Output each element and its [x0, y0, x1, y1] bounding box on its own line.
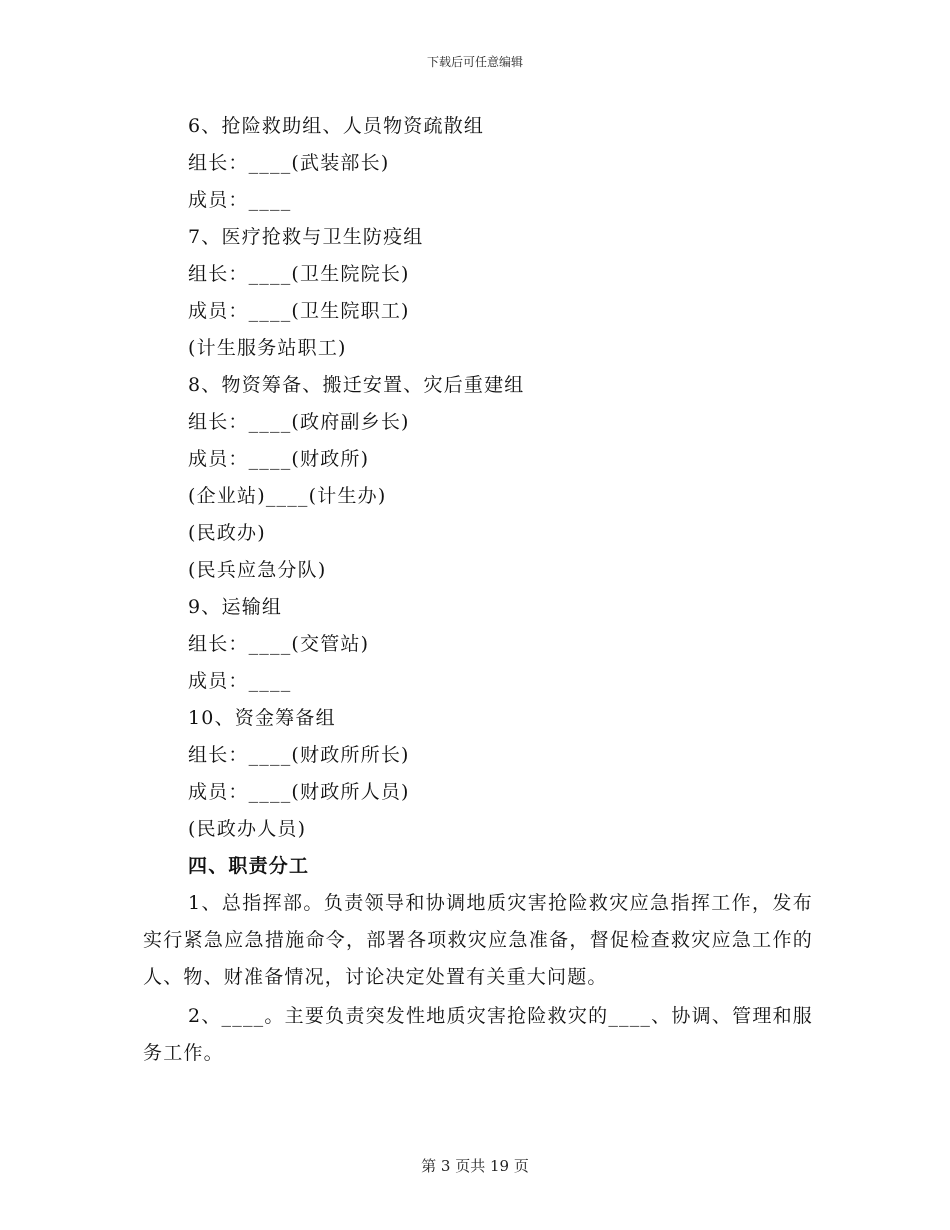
group-member-line: 成员：____ [188, 189, 292, 211]
group-member-line: 成员：____(财政所) [188, 448, 370, 470]
group-member-extra: (民政办人员) [188, 818, 307, 840]
group-leader-line: 组长：____(武装部长) [188, 152, 390, 174]
section-heading: 四、职责分工 [188, 855, 310, 877]
page-footer: 第 3 页共 19 页 [421, 1157, 529, 1175]
group-leader-line: 组长：____(交管站) [188, 633, 370, 655]
group-member-line: 成员：____(财政所人员) [188, 781, 410, 803]
group-member-extra: (民政办) [188, 522, 266, 544]
duty-paragraph-1: 1、总指挥部。负责领导和协调地质灾害抢险救灾应急指挥工作，发布实行紧急应急措施命令，部署各项救灾应急准备，督促检查救灾应急工作的人、物、财准备情况，讨论决定处置有关重大问题。 [143, 892, 813, 988]
group-title-transport: 9、运输组 [188, 596, 283, 618]
group-leader-line: 组长：____(卫生院院长) [188, 263, 410, 285]
page-header: 下载后可任意编辑 [426, 55, 523, 69]
group-member-extra: (企业站)____(计生办) [188, 485, 387, 507]
duty-paragraph-2: 2、____。主要负责突发性地质灾害抢险救灾的____、协调、管理和服务工作。 [143, 1005, 813, 1064]
group-leader-line: 组长：____(政府副乡长) [188, 411, 410, 433]
group-member-extra: (民兵应急分队) [188, 559, 327, 581]
group-leader-line: 组长：____(财政所所长) [188, 744, 410, 766]
group-title-rescue: 6、抢险救助组、人员物资疏散组 [188, 115, 485, 137]
group-title-supplies: 8、物资筹备、搬迁安置、灾后重建组 [188, 374, 525, 396]
group-member-line: 成员：____ [188, 670, 292, 692]
group-member-extra: (计生服务站职工) [188, 337, 347, 359]
document-body [143, 108, 813, 1074]
group-member-line: 成员：____(卫生院职工) [188, 300, 410, 322]
group-title-funds: 10、资金筹备组 [188, 707, 336, 729]
group-title-medical: 7、医疗抢救与卫生防疫组 [188, 226, 424, 248]
